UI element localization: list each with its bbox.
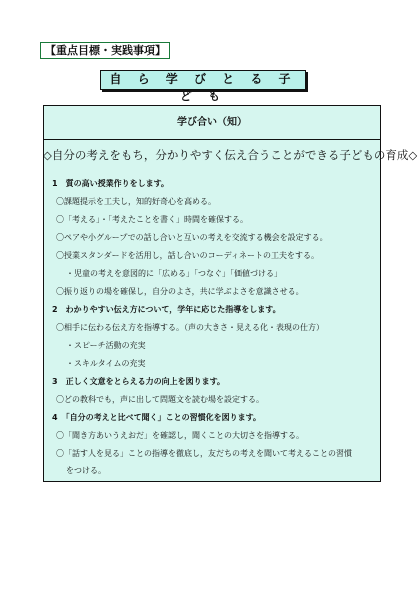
list-item: 〇課題提示を工夫し，知的好奇心を高める。	[56, 197, 216, 206]
section-3-heading: 3 正しく文意をとらえる力の向上を図ります。	[52, 377, 225, 386]
list-item: 〇「話す人を見る」ことの指導を徹底し，友だちの考えを聞いて考えることの習慣	[56, 449, 352, 458]
banner-title: 自 ら 学 び と る 子 ど も	[100, 70, 306, 90]
list-item: 〇ペアや小グループでの話し合いと互いの考えを交流する機会を設定する。	[56, 233, 328, 242]
section-2-heading: 2 わかりやすい伝え方について，学年に応じた指導をします。	[52, 305, 281, 314]
list-item-continuation: をつける。	[66, 466, 106, 475]
sub-list-item: ・スピーチ活動の充実	[66, 341, 146, 350]
list-item: 〇相手に伝わる伝え方を指導する。（声の大きさ・見える化・表現の仕方）	[56, 323, 324, 332]
panel-subtitle: ◇自分の考えをもち，分かりやすく伝え合うことができる子どもの育成◇	[43, 148, 418, 162]
panel-heading: 学び合い（知）	[43, 105, 381, 140]
priority-tag-label: 【重点目標・実践事項】	[40, 42, 170, 59]
list-item: 〇「考える」・「考えたことを書く」時間を確保する。	[56, 215, 248, 224]
list-item: 〇「聞き方あいうえおだ」を確認し，聞くことの大切さを指導する。	[56, 431, 304, 440]
section-1-heading: 1 質の高い授業作りをします。	[52, 179, 169, 188]
section-4-heading: 4 「自分の考えと比べて聞く」ことの習慣化を図ります。	[52, 413, 261, 422]
list-item: 〇どの教科でも，声に出して問題文を読む場を設定する。	[56, 395, 264, 404]
sub-list-item: ・児童の考えを意図的に「広める」「つなぐ」「価値づける」	[66, 269, 282, 278]
sub-list-item: ・スキルタイムの充実	[66, 359, 146, 368]
list-item: 〇振り返りの場を確保し，自分のよさ，共に学ぶよさを意識させる。	[56, 287, 304, 296]
list-item: 〇授業スタンダードを活用し，話し合いのコーディネートの工夫をする。	[56, 251, 320, 260]
